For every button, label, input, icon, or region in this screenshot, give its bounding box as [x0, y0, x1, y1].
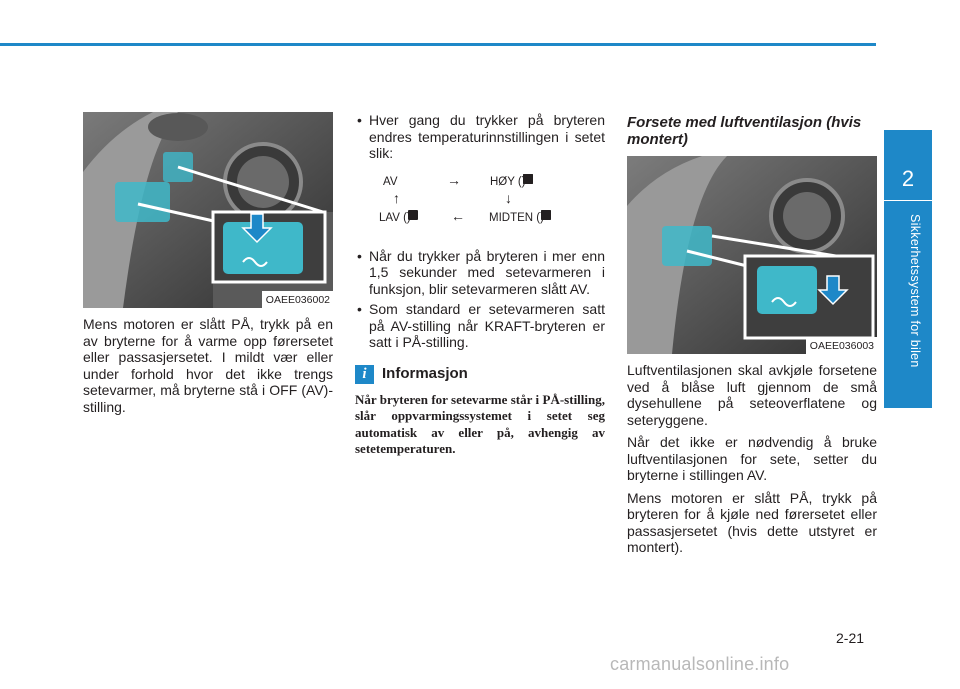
state-medium: MIDTEN (: [489, 210, 544, 227]
ventilation-paragraph-3: Mens motoren er slått PÅ, trykk på bryteren for å kjøle ned førersetet eller passasjersetet (hvis dette utstyret er montert).: [627, 489, 877, 555]
column-middle: [355, 112, 605, 458]
heated-seat-switch-photo: [83, 112, 333, 308]
header-rule: [0, 43, 876, 46]
heated-seat-paragraph: Mens motoren er slått PÅ, trykk på en av bryterne for å varme opp førersetet eller passasjersetet. I mildt vær eller under forhold hvor det ikke trengs setevarmer, må bryterne stå i OFF (AV)-stilling.: [83, 316, 333, 415]
arrow-down-icon: ↓: [505, 189, 512, 206]
arrow-up-icon: ↑: [393, 189, 400, 206]
info-heading: [355, 365, 605, 384]
page-number: 2-21: [836, 630, 865, 646]
figure-code: OAEE036003: [806, 337, 877, 355]
heat-level-icon: [523, 174, 533, 184]
info-title: Informasjon: [382, 364, 468, 382]
heat-level-icon: [408, 210, 418, 220]
list-item: • Som standard er setevarmeren satt på AV-stilling når KRAFT-bryteren er satt i PÅ-stilling.: [355, 301, 605, 351]
heat-level-icon: [541, 210, 551, 220]
temperature-cycle-diagram: [355, 172, 605, 238]
ventilation-paragraph-1: Luftventilasjonen skal avkjøle forsetene ved å blåse luft gjennom de små dysehullene på seteoverflatene og seteryggene.: [627, 362, 877, 428]
bullet-list: [355, 248, 605, 351]
section-title: Forsete med luftventilasjon (hvis montert): [627, 114, 862, 148]
list-item: • Når du trykker på bryteren i mer enn 1,5 sekunder med setevarmeren i funksjon, blir setevarmeren slått AV.: [355, 248, 605, 298]
state-low: LAV (: [379, 210, 411, 227]
console-illustration: [627, 156, 877, 354]
chapter-side-tab: [884, 130, 932, 408]
watermark: carmanualsonline.info: [610, 654, 790, 674]
ventilation-paragraph-2: Når det ikke er nødvendig å bruke luftventilasjonen for sete, setter du bryterne i stillingen AV.: [627, 434, 877, 483]
chapter-title: Sikkerhetssystem for bilen: [908, 214, 922, 368]
list-item: • Hver gang du trykker på bryteren endres temperaturinnstillingen i setet slik:: [355, 112, 605, 162]
chapter-number: 2: [901, 166, 915, 191]
chapter-tab-divider: [884, 200, 932, 201]
console-illustration: [83, 112, 333, 308]
column-left: [83, 112, 333, 415]
arrow-left-icon: ←: [451, 207, 465, 224]
figure-code: OAEE036002: [262, 291, 333, 309]
info-icon: i: [355, 365, 374, 384]
state-off: AV: [383, 175, 398, 188]
ventilated-seat-switch-photo: [627, 156, 877, 354]
column-right: [627, 112, 877, 562]
state-high: HØY (: [490, 174, 526, 191]
info-body: Når bryteren for setevarme står i PÅ-stilling, slår oppvarmingssystemet i setet seg automatisk av eller på, avhengig av setetemperaturen.: [355, 391, 605, 456]
arrow-right-icon: →: [447, 171, 461, 188]
bullet-list: [355, 112, 605, 162]
